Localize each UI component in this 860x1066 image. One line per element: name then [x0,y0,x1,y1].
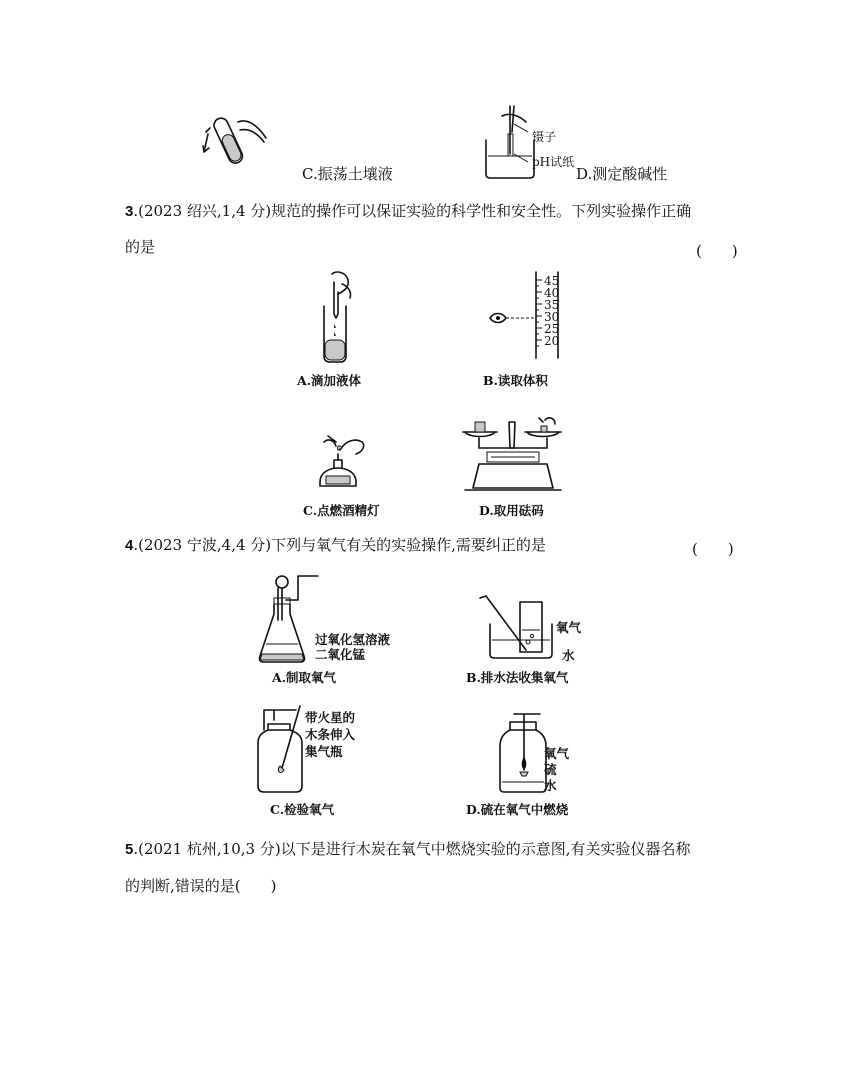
option-d-label: D.测定酸碱性 [576,165,668,183]
option-c-label: C.振荡土壤液 [302,165,393,183]
question-3-line1 [125,204,691,219]
question-5-line2: 的判断,错误的是( ) [125,877,277,895]
q3-option-b-label: B.读取体积 [483,373,548,388]
question-4-text: .(2023 宁波,4,4 分)下列与氧气有关的实验操作,需要纠正的是 [133,536,546,554]
question-3-text: .(2023 绍兴,1,4 分)规范的操作可以保证实验的科学性和安全性。下列实验操作正确 [133,202,692,220]
water-displacement-figure [476,596,556,662]
question-5-number: 5 [125,841,134,858]
q4d-water-label: 水 [544,778,557,793]
q3-option-c-label: C.点燃酒精灯 [303,503,380,518]
question-3-line2: 的是 [125,238,156,256]
lighting-alcohol-lamp-figure [316,432,376,492]
tweezers-label: 镊子 [532,130,557,144]
tick-25: 25 [544,322,560,336]
q4-option-b-label: B.排水法收集氧气 [466,670,569,685]
question-4-line [125,538,546,553]
question-4-number: 4 [125,537,134,554]
taking-weights-figure [459,418,567,496]
tick-45: 45 [544,274,560,288]
question-5-text: .(2021 杭州,10,3 分)以下是进行木炭在氧气中燃烧实验的示意图,有关实验仪器名称 [133,840,691,858]
q3-option-d-label: D.取用砝码 [479,503,544,518]
question-5-line1 [125,842,690,857]
q4b-oxygen-label: 氧气 [556,620,582,635]
q4-option-c-label: C.检验氧气 [270,802,335,817]
hydrogen-peroxide-label: 过氧化氢溶液 [315,632,391,647]
question-3-number: 3 [125,203,134,220]
q4c-label-line2: 木条伸入 [305,727,356,742]
question-4-answer-blank: ( ) [692,540,734,558]
q4c-label-line3: 集气瓶 [305,744,343,759]
manganese-dioxide-label: 二氧化锰 [315,647,366,662]
q3-option-a-label: A.滴加液体 [297,373,362,388]
question-3-answer-blank: ( ) [696,242,738,260]
ph-test-beaker-figure [480,104,540,180]
ph-paper-label: pH试纸 [532,155,575,169]
q4b-water-label: 水 [562,648,575,663]
q4d-oxygen-label: 氧气 [544,746,570,761]
tick-40: 40 [544,286,560,300]
shaking-soil-test-tube-figure [200,112,280,172]
q4d-sulfur-label: 硫 [544,762,557,777]
q4c-label-line1: 带火星的 [305,710,356,725]
tick-30: 30 [544,310,560,324]
tick-35: 35 [544,298,560,312]
q4-option-d-label: D.硫在氧气中燃烧 [466,802,569,817]
q4-option-a-label: A.制取氧气 [272,670,337,685]
dropping-liquid-figure [312,270,362,365]
tick-20: 20 [544,334,560,348]
